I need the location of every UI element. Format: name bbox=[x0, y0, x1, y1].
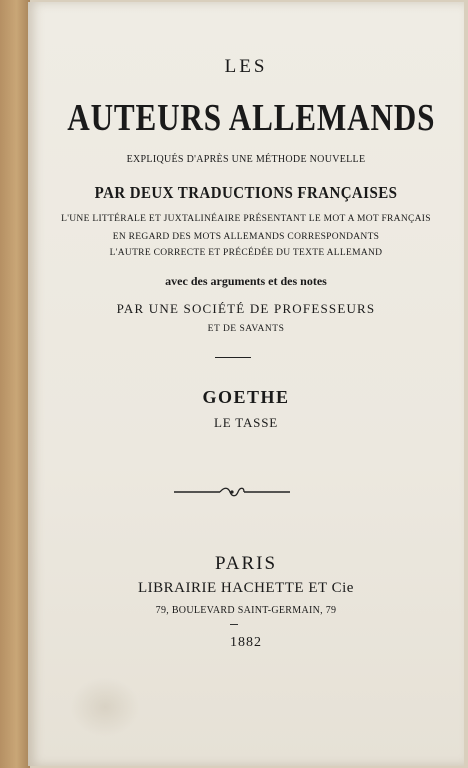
publisher-name: LIBRAIRIE HACHETTE ET Cie bbox=[138, 580, 354, 596]
publication-year: 1882 bbox=[230, 635, 262, 650]
society-line: PAR UNE SOCIÉTÉ DE PROFESSEURS bbox=[116, 301, 376, 316]
main-title: AUTEURS ALLEMANDS bbox=[67, 97, 436, 139]
publisher-address: 79, BOULEVARD SAINT-GERMAIN, 79 bbox=[155, 605, 337, 616]
book-spine-edge bbox=[0, 0, 30, 768]
small-divider bbox=[230, 624, 238, 625]
divider-rule bbox=[215, 357, 251, 358]
subtitle-translations: PAR DEUX TRADUCTIONS FRANÇAISES bbox=[94, 183, 398, 202]
description-line-3: L'AUTRE CORRECTE ET PRÉCÉDÉE DU TEXTE ALLEMAND bbox=[109, 248, 383, 258]
description-line-1: L'UNE LITTÉRALE ET JUXTALINÉAIRE PRÉSENTANT LE MOT A MOT FRANÇAIS bbox=[61, 214, 431, 224]
author-name: GOETHE bbox=[202, 387, 290, 407]
work-title: LE TASSE bbox=[214, 415, 278, 430]
subtitle-method: EXPLIQUÉS D'APRÈS UNE MÉTHODE NOUVELLE bbox=[126, 154, 366, 165]
description-line-2: EN REGARD DES MOTS ALLEMANDS CORRESPONDANTS bbox=[112, 232, 380, 242]
ornament-divider-icon bbox=[174, 486, 290, 498]
savants-line: ET DE SAVANTS bbox=[207, 324, 285, 334]
title-article: LES bbox=[224, 56, 268, 77]
paper-stain bbox=[70, 677, 140, 737]
arguments-notes: avec des arguments et des notes bbox=[165, 274, 327, 288]
title-page bbox=[28, 2, 464, 766]
publication-city: PARIS bbox=[214, 553, 278, 574]
